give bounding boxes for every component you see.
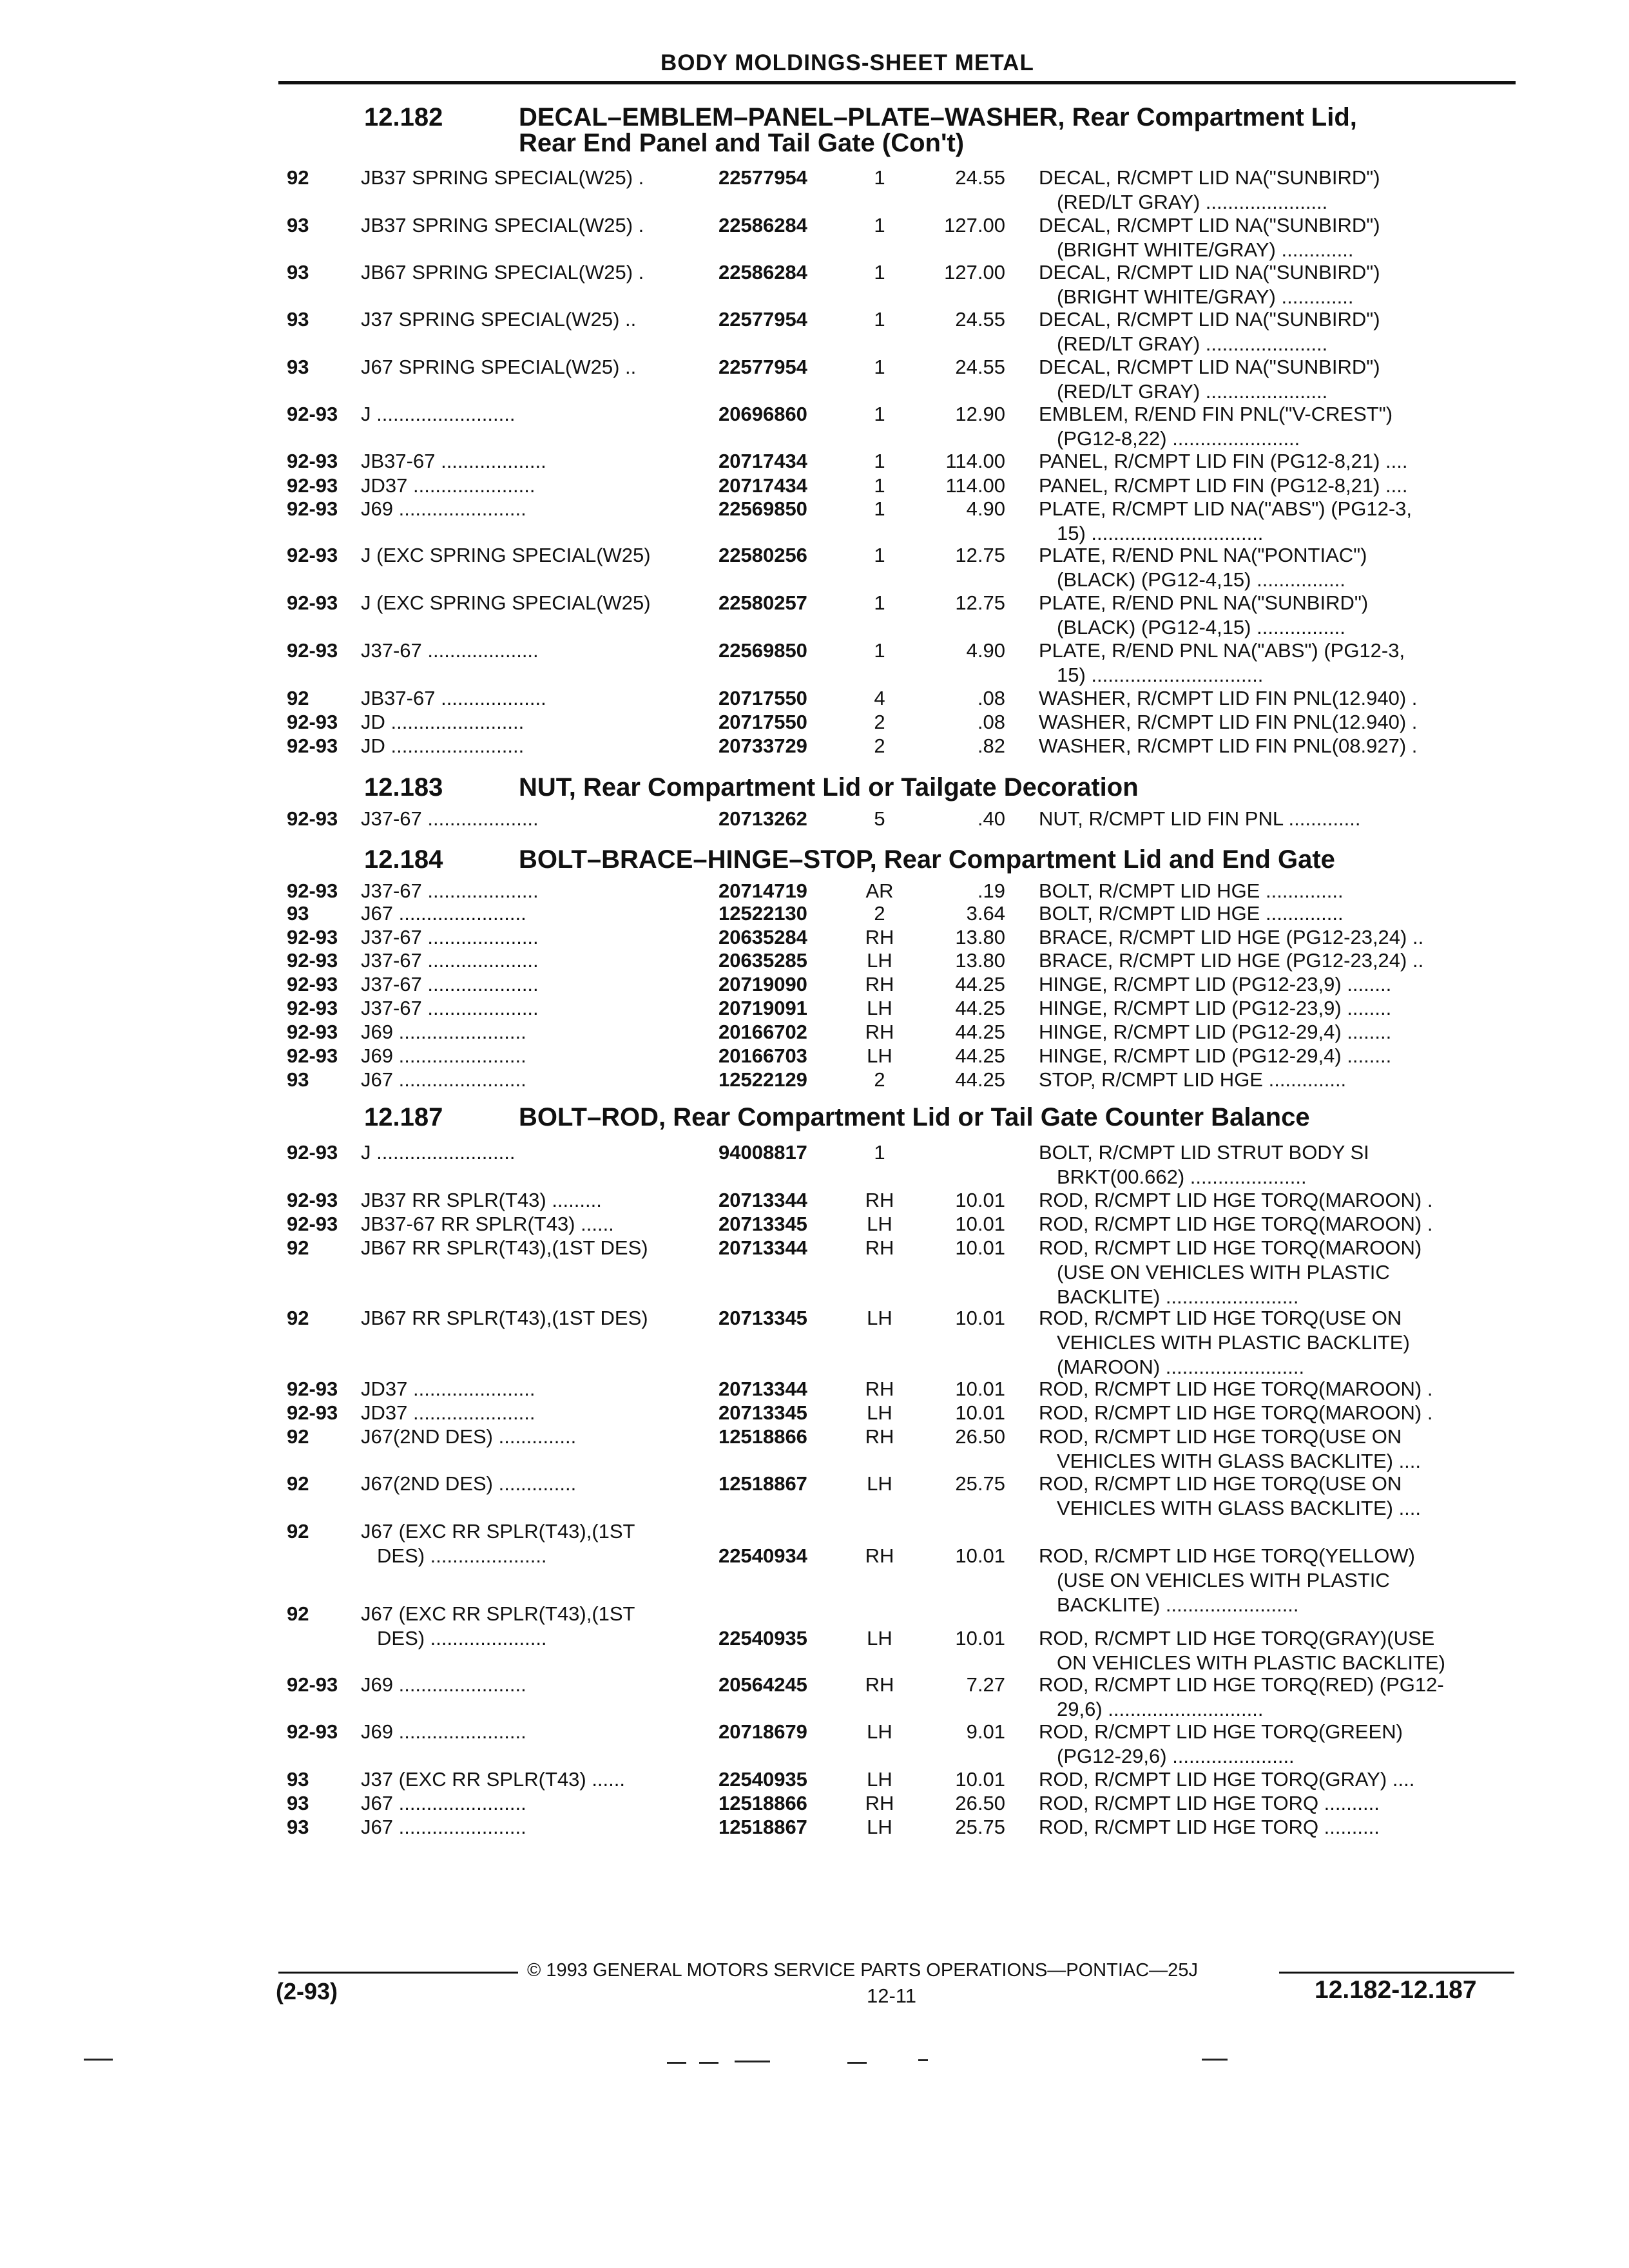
quantity: 4 xyxy=(874,687,885,709)
part-description-continued: (MAROON) ......................... xyxy=(1057,1356,1305,1378)
model-year: 93 xyxy=(287,902,309,925)
section-title: BOLT–ROD, Rear Compartment Lid or Tail Gate Counter Balance xyxy=(519,1103,1310,1131)
part-description-continued: 29,6) ............................ xyxy=(1057,1698,1264,1720)
part-description: DECAL, R/CMPT LID NA("SUNBIRD") xyxy=(1039,308,1380,331)
model-year: 92 xyxy=(287,1425,309,1448)
quantity: 1 xyxy=(874,214,885,236)
scan-artifact xyxy=(918,2059,928,2061)
part-number: 12518867 xyxy=(718,1816,807,1838)
part-description: PANEL, R/CMPT LID FIN (PG12-8,21) .... xyxy=(1039,450,1408,472)
part-number: 22577954 xyxy=(718,356,807,378)
price: 13.80 xyxy=(955,926,1005,948)
part-description: ROD, R/CMPT LID HGE TORQ(RED) (PG12- xyxy=(1039,1673,1444,1696)
quantity: 2 xyxy=(874,1068,885,1091)
model-application: J67 (EXC RR SPLR(T43),(1ST xyxy=(361,1520,635,1542)
model-year: 92-93 xyxy=(287,1401,338,1424)
model-application-continued: DES) ..................... xyxy=(377,1627,547,1649)
price: 114.00 xyxy=(945,450,1005,472)
part-description: PLATE, R/END PNL NA("ABS") (PG12-3, xyxy=(1039,639,1405,662)
part-number: 20635284 xyxy=(718,926,807,948)
quantity: RH xyxy=(865,1792,894,1814)
quantity: RH xyxy=(865,1544,894,1567)
price: 10.01 xyxy=(955,1189,1005,1211)
part-number: 22577954 xyxy=(718,308,807,331)
part-description: WASHER, R/CMPT LID FIN PNL(08.927) . xyxy=(1039,735,1418,757)
part-number: 22569850 xyxy=(718,497,807,520)
part-description: DECAL, R/CMPT LID NA("SUNBIRD") xyxy=(1039,261,1380,284)
part-description-continued: (BRIGHT WHITE/GRAY) ............. xyxy=(1057,285,1354,308)
model-year: 92-93 xyxy=(287,949,338,972)
model-year: 92-93 xyxy=(287,1720,338,1743)
part-number: 22540935 xyxy=(718,1768,807,1791)
model-application: J67 (EXC RR SPLR(T43),(1ST xyxy=(361,1602,635,1625)
part-number: 20166703 xyxy=(718,1044,807,1067)
part-description: BRACE, R/CMPT LID HGE (PG12-23,24) .. xyxy=(1039,926,1424,948)
scan-artifact xyxy=(735,2061,770,2062)
model-year: 92-93 xyxy=(287,639,338,662)
price: .19 xyxy=(977,879,1005,902)
part-description: BOLT, R/CMPT LID HGE .............. xyxy=(1039,879,1344,902)
model-application: JB37-67 ................... xyxy=(361,450,546,472)
price: 44.25 xyxy=(955,1044,1005,1067)
quantity: 1 xyxy=(874,1141,885,1164)
part-description-continued: VEHICLES WITH GLASS BACKLITE) .... xyxy=(1057,1450,1422,1472)
quantity: 2 xyxy=(874,711,885,733)
model-year: 92-93 xyxy=(287,879,338,902)
part-description: ROD, R/CMPT LID HGE TORQ(MAROON) . xyxy=(1039,1378,1433,1400)
price: .40 xyxy=(977,807,1005,830)
model-year: 93 xyxy=(287,308,309,331)
part-number: 20719091 xyxy=(718,997,807,1019)
part-description-continued: BRKT(00.662) ..................... xyxy=(1057,1166,1307,1188)
price: 9.01 xyxy=(966,1720,1005,1743)
part-number: 22580257 xyxy=(718,591,807,614)
part-description-continued: (RED/LT GRAY) ...................... xyxy=(1057,191,1328,213)
part-description: PLATE, R/CMPT LID NA("ABS") (PG12-3, xyxy=(1039,497,1412,520)
part-description: WASHER, R/CMPT LID FIN PNL(12.940) . xyxy=(1039,687,1418,709)
scan-artifact xyxy=(84,2059,113,2061)
price: 10.01 xyxy=(955,1627,1005,1649)
model-application: J67 ....................... xyxy=(361,1068,526,1091)
scan-artifact xyxy=(1202,2059,1228,2061)
model-application: JD ........................ xyxy=(361,711,525,733)
model-year: 92-93 xyxy=(287,926,338,948)
quantity: 1 xyxy=(874,308,885,331)
model-application: J67(2ND DES) .............. xyxy=(361,1472,577,1495)
section-title: NUT, Rear Compartment Lid or Tailgate Decoration xyxy=(519,773,1139,802)
price: 24.55 xyxy=(955,356,1005,378)
part-description: HINGE, R/CMPT LID (PG12-29,4) ........ xyxy=(1039,1044,1392,1067)
part-number: 20717434 xyxy=(718,450,807,472)
model-application: JB67 SPRING SPECIAL(W25) . xyxy=(361,261,644,284)
price: 44.25 xyxy=(955,1068,1005,1091)
model-year: 92 xyxy=(287,1236,309,1259)
section-number: 12.183 xyxy=(364,773,443,802)
part-description: ROD, R/CMPT LID HGE TORQ(MAROON) . xyxy=(1039,1401,1433,1424)
footer-copyright: © 1993 GENERAL MOTORS SERVICE PARTS OPERATIONS—PONTIAC—25J xyxy=(527,1960,1198,1981)
model-year: 92 xyxy=(287,1472,309,1495)
part-number: 20714719 xyxy=(718,879,807,902)
model-application: JB67 RR SPLR(T43),(1ST DES) xyxy=(361,1236,648,1259)
part-description-continued: ON VEHICLES WITH PLASTIC BACKLITE) xyxy=(1057,1651,1445,1674)
model-application: J67 ....................... xyxy=(361,1792,526,1814)
price: 127.00 xyxy=(944,261,1005,284)
quantity: 1 xyxy=(874,639,885,662)
section-title-continued: Rear End Panel and Tail Gate (Con't) xyxy=(519,129,965,157)
model-application: J37 SPRING SPECIAL(W25) .. xyxy=(361,308,637,331)
quantity: 1 xyxy=(874,356,885,378)
model-year: 93 xyxy=(287,1816,309,1838)
quantity: 1 xyxy=(874,450,885,472)
header-rule xyxy=(278,81,1516,84)
price: 44.25 xyxy=(955,973,1005,995)
part-description-continued: (RED/LT GRAY) ...................... xyxy=(1057,332,1328,355)
model-year: 92 xyxy=(287,1307,309,1329)
quantity: RH xyxy=(865,1673,894,1696)
footer-rule-right xyxy=(1279,1972,1514,1974)
quantity: LH xyxy=(867,1213,892,1235)
part-description-continued: (PG12-8,22) ....................... xyxy=(1057,427,1300,450)
part-number: 20733729 xyxy=(718,735,807,757)
model-application: JD37 ...................... xyxy=(361,1401,535,1424)
price: 10.01 xyxy=(955,1213,1005,1235)
quantity: LH xyxy=(867,1768,892,1791)
model-application: J37-67 .................... xyxy=(361,973,539,995)
quantity: LH xyxy=(867,1816,892,1838)
model-year: 93 xyxy=(287,214,309,236)
price: 4.90 xyxy=(966,497,1005,520)
part-description: BRACE, R/CMPT LID HGE (PG12-23,24) .. xyxy=(1039,949,1424,972)
model-year: 92 xyxy=(287,1520,309,1542)
price: 44.25 xyxy=(955,1021,1005,1043)
part-number: 22569850 xyxy=(718,639,807,662)
part-description-continued: 15) ............................... xyxy=(1057,664,1264,686)
part-number: 12522130 xyxy=(718,902,807,925)
part-number: 20635285 xyxy=(718,949,807,972)
price: 25.75 xyxy=(955,1816,1005,1838)
quantity: RH xyxy=(865,973,894,995)
quantity: 1 xyxy=(874,166,885,189)
part-number: 20717550 xyxy=(718,711,807,733)
price: 7.27 xyxy=(966,1673,1005,1696)
part-description: WASHER, R/CMPT LID FIN PNL(12.940) . xyxy=(1039,711,1418,733)
section-number: 12.184 xyxy=(364,845,443,874)
part-description: EMBLEM, R/END FIN PNL("V-CREST") xyxy=(1039,403,1393,425)
model-year: 93 xyxy=(287,261,309,284)
part-number: 22577954 xyxy=(718,166,807,189)
part-number: 20564245 xyxy=(718,1673,807,1696)
part-description: ROD, R/CMPT LID HGE TORQ(GREEN) xyxy=(1039,1720,1403,1743)
part-number: 12518866 xyxy=(718,1425,807,1448)
section-number: 12.182 xyxy=(364,103,443,131)
price: 10.01 xyxy=(955,1401,1005,1424)
model-application: J69 ....................... xyxy=(361,1044,526,1067)
quantity: RH xyxy=(865,1425,894,1448)
part-number: 20713344 xyxy=(718,1236,807,1259)
part-description: ROD, R/CMPT LID HGE TORQ .......... xyxy=(1039,1816,1380,1838)
price: .82 xyxy=(977,735,1005,757)
model-application: J67 ....................... xyxy=(361,1816,526,1838)
part-number: 12518867 xyxy=(718,1472,807,1495)
price: 10.01 xyxy=(955,1378,1005,1400)
model-application: J37 (EXC RR SPLR(T43) ...... xyxy=(361,1768,625,1791)
quantity: LH xyxy=(867,1401,892,1424)
model-application: JD37 ...................... xyxy=(361,474,535,497)
part-description: ROD, R/CMPT LID HGE TORQ(MAROON) . xyxy=(1039,1213,1433,1235)
quantity: LH xyxy=(867,1307,892,1329)
part-description: BOLT, R/CMPT LID HGE .............. xyxy=(1039,902,1344,925)
model-application: J ......................... xyxy=(361,1141,516,1164)
model-application: J37-67 .................... xyxy=(361,807,539,830)
quantity: 1 xyxy=(874,497,885,520)
part-number: 22580256 xyxy=(718,544,807,566)
model-application: J37-67 .................... xyxy=(361,926,539,948)
part-number: 20717550 xyxy=(718,687,807,709)
price: 26.50 xyxy=(955,1425,1005,1448)
part-description: ROD, R/CMPT LID HGE TORQ(GRAY)(USE xyxy=(1039,1627,1435,1649)
model-year: 92 xyxy=(287,1602,309,1625)
part-number: 20713344 xyxy=(718,1378,807,1400)
part-number: 12518866 xyxy=(718,1792,807,1814)
model-year: 92-93 xyxy=(287,403,338,425)
price: .08 xyxy=(977,711,1005,733)
quantity: 2 xyxy=(874,735,885,757)
model-application: JB37 RR SPLR(T43) ......... xyxy=(361,1189,602,1211)
quantity: RH xyxy=(865,1378,894,1400)
quantity: 1 xyxy=(874,474,885,497)
quantity: RH xyxy=(865,926,894,948)
price: 24.55 xyxy=(955,166,1005,189)
model-year: 92-93 xyxy=(287,1189,338,1211)
model-year: 92-93 xyxy=(287,1213,338,1235)
footer-rule-left xyxy=(278,1972,518,1974)
part-description: DECAL, R/CMPT LID NA("SUNBIRD") xyxy=(1039,214,1380,236)
page-header-title: BODY MOLDINGS-SHEET METAL xyxy=(660,50,1034,75)
price: 12.75 xyxy=(955,591,1005,614)
part-number: 20696860 xyxy=(718,403,807,425)
part-number: 20713262 xyxy=(718,807,807,830)
scan-artifact xyxy=(667,2062,686,2064)
part-description-continued: (USE ON VEHICLES WITH PLASTIC xyxy=(1057,1261,1390,1283)
section-title: BOLT–BRACE–HINGE–STOP, Rear Compartment Lid and End Gate xyxy=(519,845,1335,874)
part-description-continued: (BLACK) (PG12-4,15) ................ xyxy=(1057,616,1345,639)
quantity: LH xyxy=(867,1044,892,1067)
part-description: STOP, R/CMPT LID HGE .............. xyxy=(1039,1068,1347,1091)
price: 12.75 xyxy=(955,544,1005,566)
model-year: 92 xyxy=(287,166,309,189)
model-application: J67(2ND DES) .............. xyxy=(361,1425,577,1448)
quantity: RH xyxy=(865,1236,894,1259)
quantity: 1 xyxy=(874,591,885,614)
part-description: HINGE, R/CMPT LID (PG12-23,9) ........ xyxy=(1039,997,1392,1019)
model-application: J37-67 .................... xyxy=(361,639,539,662)
part-description: ROD, R/CMPT LID HGE TORQ(USE ON xyxy=(1039,1472,1402,1495)
quantity: 2 xyxy=(874,902,885,925)
part-description: HINGE, R/CMPT LID (PG12-23,9) ........ xyxy=(1039,973,1392,995)
price: 24.55 xyxy=(955,308,1005,331)
model-year: 92-93 xyxy=(287,735,338,757)
part-description: PLATE, R/END PNL NA("SUNBIRD") xyxy=(1039,591,1369,614)
part-number: 94008817 xyxy=(718,1141,807,1164)
quantity: LH xyxy=(867,997,892,1019)
model-year: 92-93 xyxy=(287,997,338,1019)
price: 13.80 xyxy=(955,949,1005,972)
part-description-continued: (RED/LT GRAY) ...................... xyxy=(1057,380,1328,403)
part-description-continued: BACKLITE) ........................ xyxy=(1057,1593,1299,1616)
part-description-continued: VEHICLES WITH PLASTIC BACKLITE) xyxy=(1057,1331,1410,1354)
part-description-continued: (BLACK) (PG12-4,15) ................ xyxy=(1057,568,1345,591)
model-application-continued: DES) ..................... xyxy=(377,1544,547,1567)
price: 44.25 xyxy=(955,997,1005,1019)
model-year: 93 xyxy=(287,1792,309,1814)
model-year: 92-93 xyxy=(287,450,338,472)
price: 12.90 xyxy=(955,403,1005,425)
part-description-continued: (PG12-29,6) ...................... xyxy=(1057,1745,1295,1767)
model-application: JB67 RR SPLR(T43),(1ST DES) xyxy=(361,1307,648,1329)
part-description: DECAL, R/CMPT LID NA("SUNBIRD") xyxy=(1039,356,1380,378)
section-number: 12.187 xyxy=(364,1103,443,1131)
model-year: 92-93 xyxy=(287,1044,338,1067)
part-number: 20713345 xyxy=(718,1307,807,1329)
model-year: 93 xyxy=(287,1768,309,1791)
part-description: ROD, R/CMPT LID HGE TORQ(MAROON) . xyxy=(1039,1189,1433,1211)
price: 25.75 xyxy=(955,1472,1005,1495)
price: 4.90 xyxy=(966,639,1005,662)
model-year: 92-93 xyxy=(287,1673,338,1696)
quantity: LH xyxy=(867,1627,892,1649)
page-number: 12-11 xyxy=(867,1984,916,2007)
quantity: RH xyxy=(865,1189,894,1211)
part-number: 20717434 xyxy=(718,474,807,497)
part-description: ROD, R/CMPT LID HGE TORQ(MAROON) xyxy=(1039,1236,1422,1259)
quantity: 1 xyxy=(874,544,885,566)
part-description: BOLT, R/CMPT LID STRUT BODY SI xyxy=(1039,1141,1369,1164)
part-number: 20713344 xyxy=(718,1189,807,1211)
model-application: J ......................... xyxy=(361,403,516,425)
part-number: 22540935 xyxy=(718,1627,807,1649)
scan-artifact xyxy=(847,2062,867,2064)
scan-artifact xyxy=(699,2062,718,2064)
part-description: ROD, R/CMPT LID HGE TORQ(YELLOW) xyxy=(1039,1544,1415,1567)
quantity: 5 xyxy=(874,807,885,830)
model-application: J69 ....................... xyxy=(361,1021,526,1043)
part-description: PANEL, R/CMPT LID FIN (PG12-8,21) .... xyxy=(1039,474,1408,497)
quantity: AR xyxy=(865,879,894,902)
model-application: JD37 ...................... xyxy=(361,1378,535,1400)
quantity: LH xyxy=(867,1472,892,1495)
model-application: JD ........................ xyxy=(361,735,525,757)
model-application: JB37 SPRING SPECIAL(W25) . xyxy=(361,166,644,189)
quantity: LH xyxy=(867,1720,892,1743)
part-description: PLATE, R/END PNL NA("PONTIAC") xyxy=(1039,544,1367,566)
part-description: ROD, R/CMPT LID HGE TORQ .......... xyxy=(1039,1792,1380,1814)
price: 10.01 xyxy=(955,1768,1005,1791)
model-year: 92-93 xyxy=(287,1141,338,1164)
part-description-continued: BACKLITE) ........................ xyxy=(1057,1285,1299,1308)
price: 10.01 xyxy=(955,1544,1005,1567)
model-year: 92 xyxy=(287,687,309,709)
part-number: 20713345 xyxy=(718,1213,807,1235)
model-year: 92-93 xyxy=(287,544,338,566)
part-number: 20719090 xyxy=(718,973,807,995)
part-number: 20713345 xyxy=(718,1401,807,1424)
part-description: ROD, R/CMPT LID HGE TORQ(GRAY) .... xyxy=(1039,1768,1415,1791)
price: 114.00 xyxy=(945,474,1005,497)
model-year: 92-93 xyxy=(287,474,338,497)
price: 10.01 xyxy=(955,1236,1005,1259)
part-number: 20718679 xyxy=(718,1720,807,1743)
model-application: JB37-67 RR SPLR(T43) ...... xyxy=(361,1213,614,1235)
model-application: J37-67 .................... xyxy=(361,997,539,1019)
part-number: 22586284 xyxy=(718,214,807,236)
price: 26.50 xyxy=(955,1792,1005,1814)
model-year: 92-93 xyxy=(287,497,338,520)
model-application: JB37 SPRING SPECIAL(W25) . xyxy=(361,214,644,236)
price: 127.00 xyxy=(944,214,1005,236)
footer-date: (2-93) xyxy=(276,1978,338,2004)
part-number: 22540934 xyxy=(718,1544,807,1567)
price: 10.01 xyxy=(955,1307,1005,1329)
model-year: 92-93 xyxy=(287,1378,338,1400)
model-year: 93 xyxy=(287,356,309,378)
model-application: JB37-67 ................... xyxy=(361,687,546,709)
model-application: J69 ....................... xyxy=(361,1720,526,1743)
quantity: LH xyxy=(867,949,892,972)
model-application: J67 ....................... xyxy=(361,902,526,925)
quantity: RH xyxy=(865,1021,894,1043)
model-year: 93 xyxy=(287,1068,309,1091)
part-description: DECAL, R/CMPT LID NA("SUNBIRD") xyxy=(1039,166,1380,189)
model-application: J69 ....................... xyxy=(361,497,526,520)
section-range: 12.182-12.187 xyxy=(1315,1976,1477,2004)
model-year: 92-93 xyxy=(287,711,338,733)
part-description-continued: (BRIGHT WHITE/GRAY) ............. xyxy=(1057,238,1354,261)
part-description-continued: VEHICLES WITH GLASS BACKLITE) .... xyxy=(1057,1497,1422,1519)
model-application: J37-67 .................... xyxy=(361,879,539,902)
price: 3.64 xyxy=(966,902,1005,925)
model-year: 92-93 xyxy=(287,973,338,995)
model-year: 92-93 xyxy=(287,807,338,830)
quantity: 1 xyxy=(874,403,885,425)
model-application: J (EXC SPRING SPECIAL(W25) xyxy=(361,544,651,566)
part-description: ROD, R/CMPT LID HGE TORQ(USE ON xyxy=(1039,1425,1402,1448)
price: .08 xyxy=(977,687,1005,709)
model-application: J67 SPRING SPECIAL(W25) .. xyxy=(361,356,637,378)
model-application: J (EXC SPRING SPECIAL(W25) xyxy=(361,591,651,614)
part-number: 12522129 xyxy=(718,1068,807,1091)
model-application: J69 ....................... xyxy=(361,1673,526,1696)
part-number: 22586284 xyxy=(718,261,807,284)
part-description: ROD, R/CMPT LID HGE TORQ(USE ON xyxy=(1039,1307,1402,1329)
part-description: NUT, R/CMPT LID FIN PNL ............. xyxy=(1039,807,1361,830)
model-year: 92-93 xyxy=(287,591,338,614)
model-year: 92-93 xyxy=(287,1021,338,1043)
model-application: J37-67 .................... xyxy=(361,949,539,972)
part-number: 20166702 xyxy=(718,1021,807,1043)
part-description-continued: 15) ............................... xyxy=(1057,522,1264,544)
part-description: HINGE, R/CMPT LID (PG12-29,4) ........ xyxy=(1039,1021,1392,1043)
quantity: 1 xyxy=(874,261,885,284)
part-description-continued: (USE ON VEHICLES WITH PLASTIC xyxy=(1057,1569,1390,1591)
section-title: DECAL–EMBLEM–PANEL–PLATE–WASHER, Rear Compartment Lid, xyxy=(519,103,1357,131)
